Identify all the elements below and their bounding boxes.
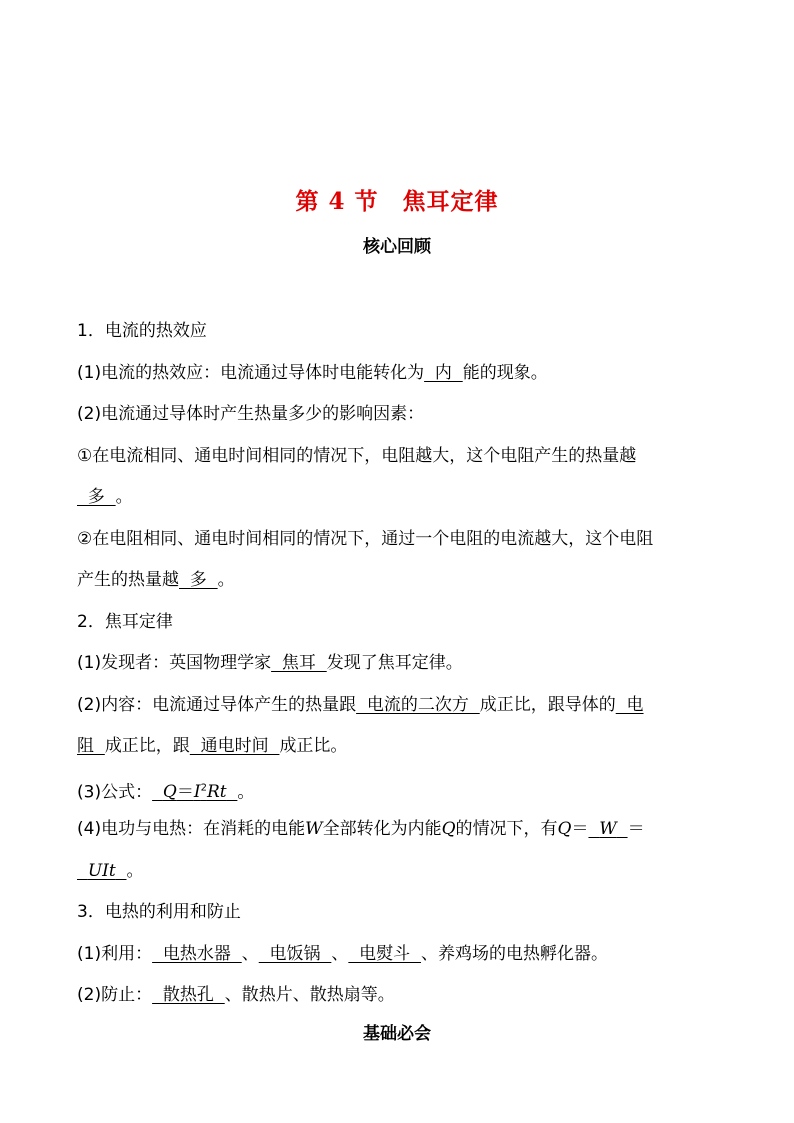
footer-heading: 基础必会 (363, 1024, 431, 1044)
answer-blank: UIt (87, 860, 116, 881)
paragraph-2-4-cont: UIt 。 (77, 851, 727, 893)
heading-3: 3．电热的利用和防止 (77, 902, 241, 922)
paragraph-2-2: (2)内容：电流通过导体产生的热量跟 电流的二次方 成正比，跟导体的 电 (77, 694, 644, 715)
answer-blank: 电流的二次方 (356, 694, 480, 715)
answer-blank: 多 (179, 570, 218, 590)
answer-blank: 电熨斗 (348, 943, 421, 964)
section-subtitle: 核心回顾 (363, 237, 431, 257)
paragraph-2-1: (1)发现者：英国物理学家 焦耳 发现了焦耳定律。 (77, 653, 463, 673)
answer-blank: 内 (424, 362, 463, 383)
answer-blank: 通电时间 (189, 736, 280, 756)
paragraph-1-4: ②在电阻相同、通电时间相同的情况下，通过一个电阻的电流越大，这个电阻 (77, 528, 654, 549)
paragraph-3-1: (1)利用： 电热水器 、 电饭锅 、 电熨斗 、养鸡场的电热孵化器。 (77, 943, 608, 964)
answer-blank: 电饭锅 (258, 943, 332, 964)
paragraph-2-4: (4)电功与电热：在消耗的电能W全部转化为内能Q的情况下，有Q＝ W ＝ (77, 819, 645, 839)
heading-2: 2．焦耳定律 (77, 611, 173, 632)
answer-blank: W (599, 819, 617, 839)
paragraph-2-2-cont: 阻 成正比，跟 通电时间 成正比。 (77, 736, 348, 756)
formula-blank: $Q=I^2Rt$ (162, 782, 227, 803)
paragraph-1-4-cont: 产生的热量越 多 。 (77, 570, 235, 590)
heading-1: 1．电流的热效应 (77, 321, 207, 341)
page-title: 第 4 节 焦耳定律 (295, 188, 499, 215)
paragraph-1-3-cont: 多 。 (77, 487, 133, 507)
content-body (77, 311, 727, 1017)
paragraph-3-2: (2)防止： 散热孔 、散热片、散热扇等。 (77, 985, 395, 1005)
answer-blank: 阻 (77, 736, 105, 756)
answer-blank: 多 (77, 487, 116, 507)
paragraph-2-3: (3)公式： $Q=I^2Rt$ 。 (77, 782, 255, 803)
answer-blank: 散热孔 (152, 985, 225, 1005)
answer-blank: 电 (615, 694, 644, 715)
answer-blank: 电热水器 (152, 943, 242, 964)
paragraph-1-2: (2)电流通过导体时产生热量多少的影响因素： (77, 404, 425, 424)
paragraph-1-3: ①在电流相同、通电时间相同的情况下，电阻越大，这个电阻产生的热量越 (77, 445, 637, 466)
answer-blank: 焦耳 (271, 653, 327, 673)
paragraph-1-1: (1)电流的热效应：电流通过导体时电能转化为 内 能的现象。 (77, 362, 548, 383)
